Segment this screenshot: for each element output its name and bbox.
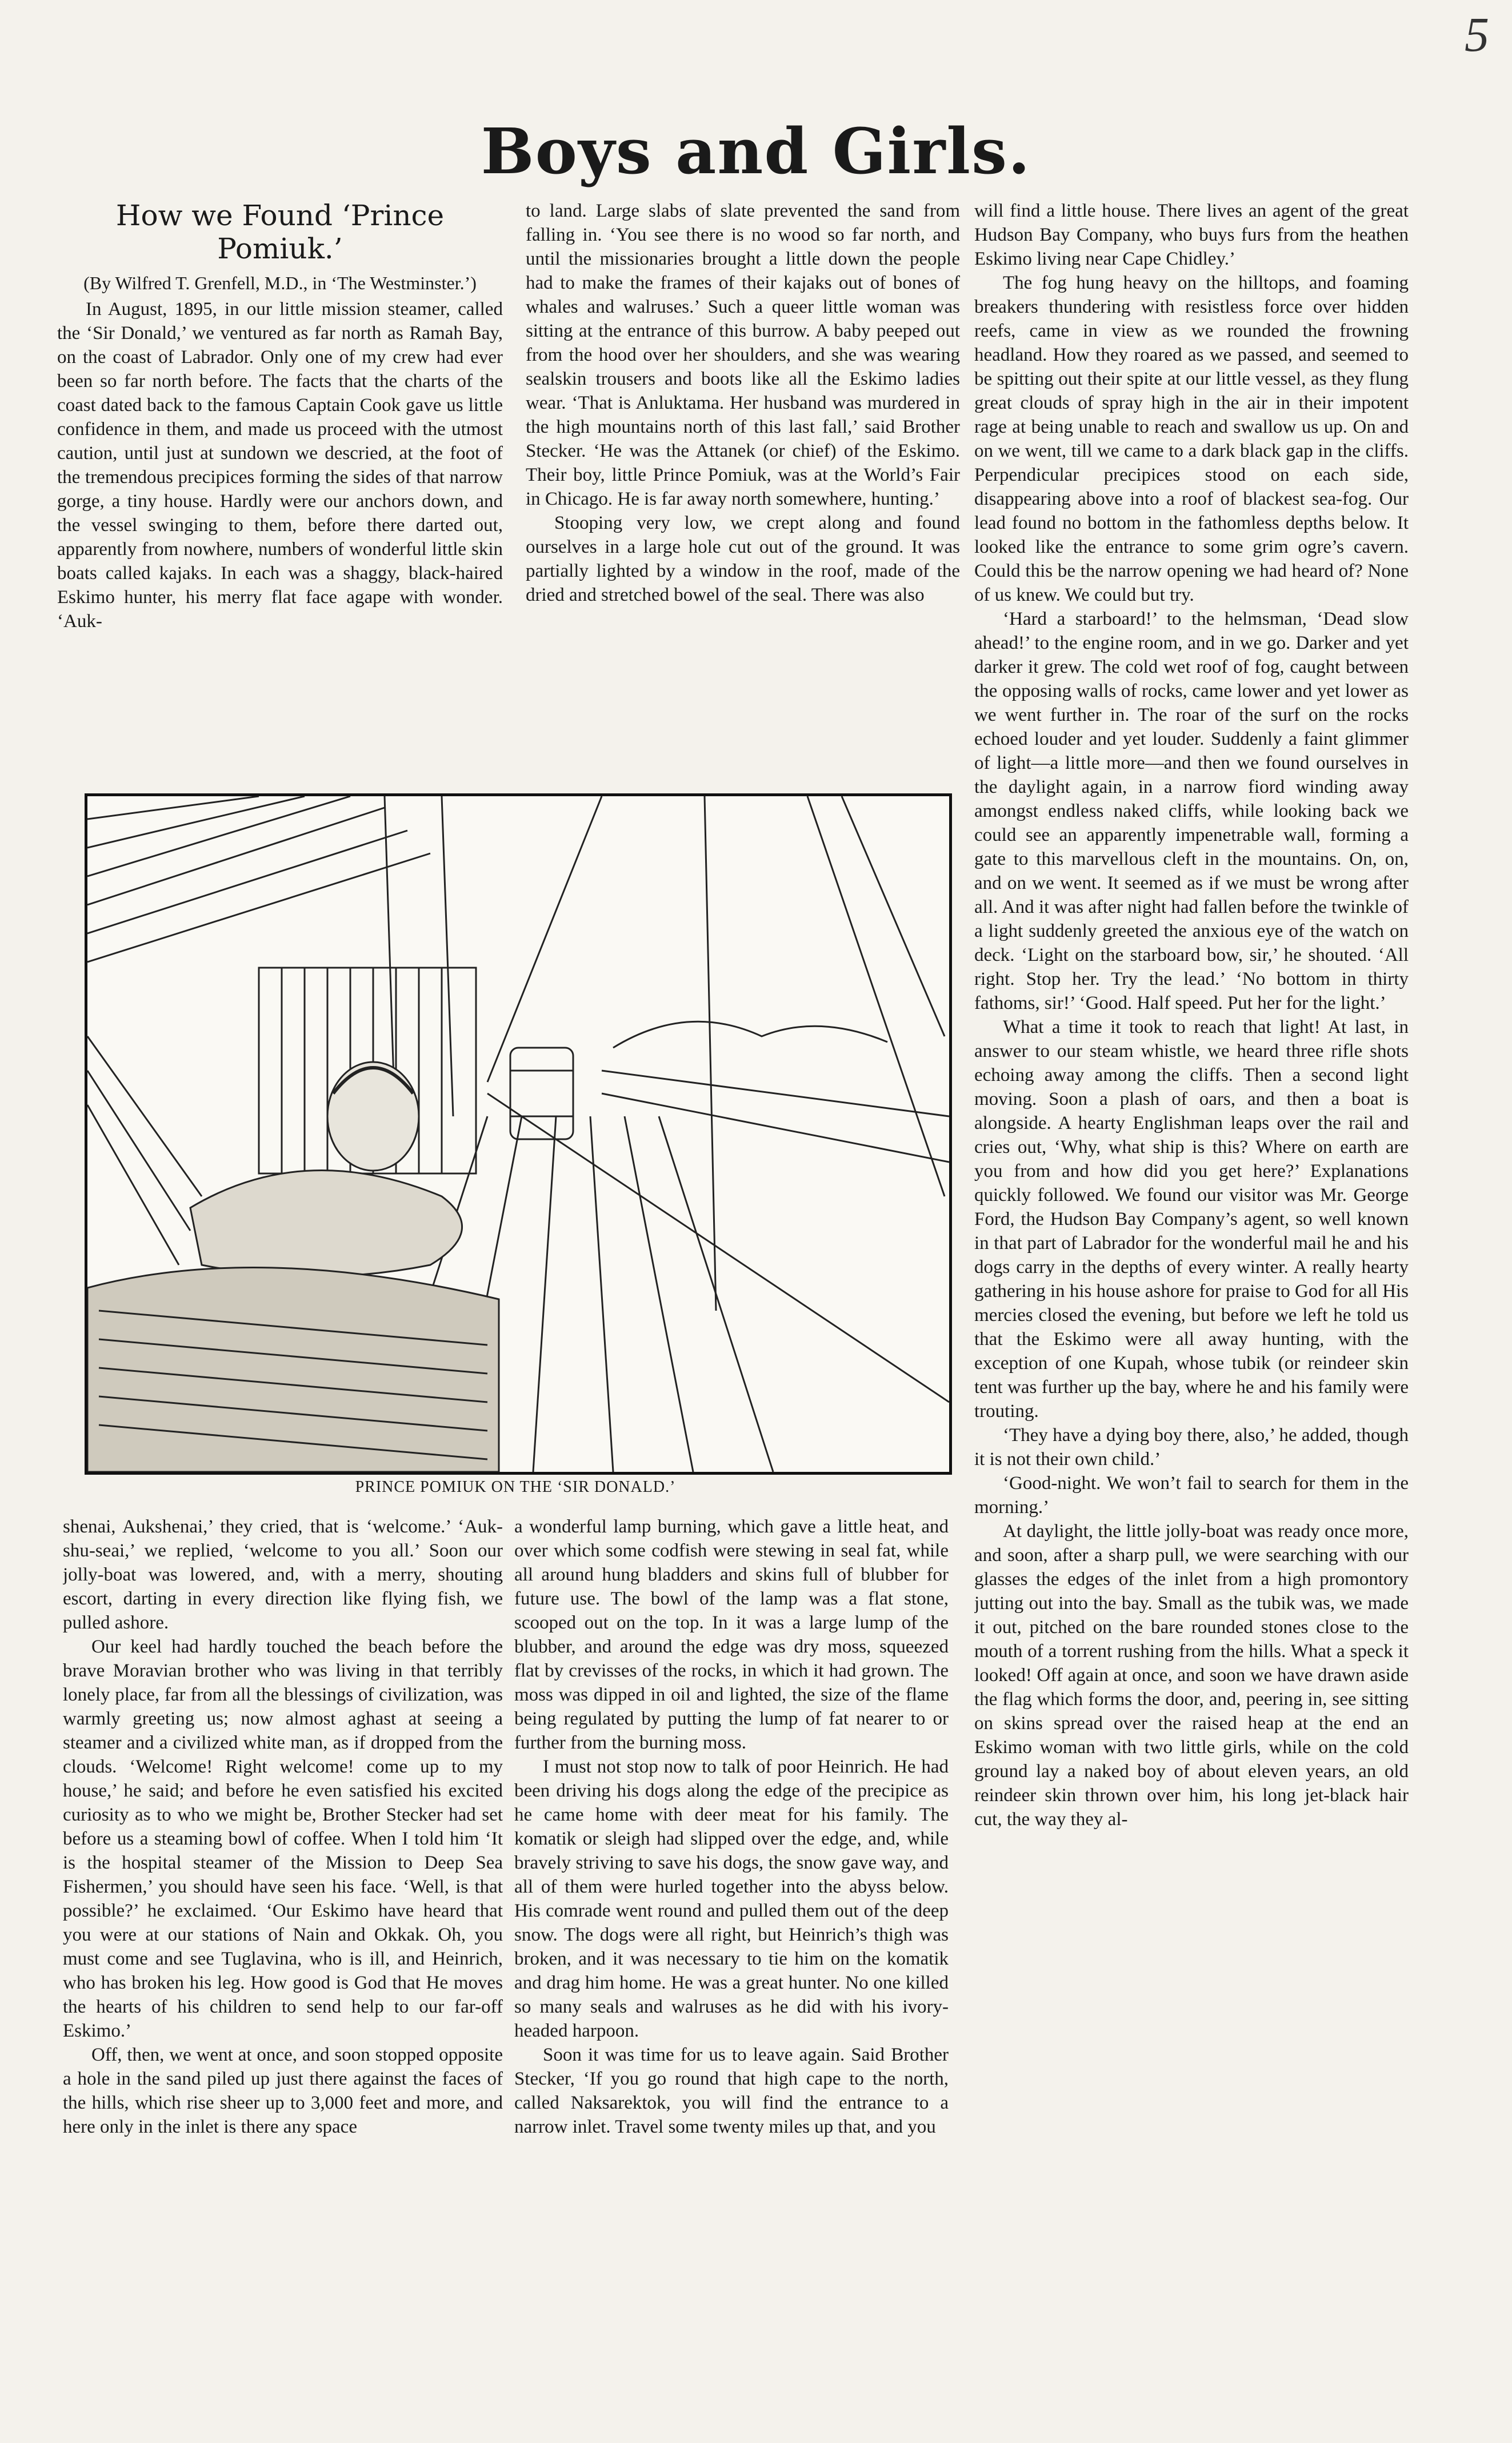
paragraph: Soon it was time for us to leave again. Said Brother Stecker, ‘If you go round that high cape to the north, called Naksarektok, you will find the entrance to a narrow inlet. Travel some twenty miles up that, and you <box>514 2045 949 2137</box>
paragraph: ‘Good-night. We won’t fail to search for them in the morning.’ <box>974 1473 1409 1518</box>
column-1-bottom <box>63 1515 503 2315</box>
column-1-top <box>57 199 503 788</box>
byline: (By Wilfred T. Grenfell, M.D., in ‘The Westminster.’) <box>83 273 477 293</box>
paragraph: ‘They have a dying boy there, also,’ he added, though it is not their own child.’ <box>974 1425 1409 1470</box>
paragraph: to land. Large slabs of slate prevented the sand from falling in. ‘You see there is no wood so far north, and until the missionaries brought a little down the people had to make the frames of their kajaks out of bones of whales and walruses.’ Such a queer little woman was sitting at the entrance of this burrow. A baby peeped out from the hood over her shoulders, and she was wearing sealskin trousers and boots like all the Eskimo ladies wear. ‘That is Anluktama. Her husband was murdered in the high mountains north of this last fall,’ said Brother Stecker. ‘He was the Attanek (or chief) of the Eskimo. Their boy, little Prince Pomiuk, was at the World’s Fair in Chicago. He is far away north somewhere, hunting.’ <box>526 201 960 509</box>
paragraph: I must not stop now to talk of poor Heinrich. He had been driving his dogs along the edge of the precipice as he came home with deer meat for his family. The komatik or sleigh had slipped over the edge, and, while bravely striving to save his dogs, the snow gave way, and all of them were hurled together into the abyss below. His comrade went round and pulled them out of the deep snow. The dogs were all right, but Heinrich’s thigh was broken, and it was necessary to tie him on the komatik and drag him home. He was a great hunter. No one killed so many seals and walruses as he did with his ivory-headed harpoon. <box>514 1757 949 2041</box>
paragraph: In August, 1895, in our little mission steamer, called the ‘Sir Donald,’ we ventured as far north as Ramah Bay, on the coast of Labrador. Only one of my crew had ever been so far north before. The facts that the charts of the coast dated back to the famous Captain Cook gave us little confidence in them, and made us proceed with the utmost caution, until just at sundown we descried, at the foot of the tremendous precipices forming the sides of that narrow gorge, a tiny house. Hardly were our anchors down, and the vessel swinging to them, before there darted out, apparently from nowhere, numbers of wonderful little skin boats called kajaks. In each was a shaggy, black-haired Eskimo hunter, his merry flat face agape with wonder. ‘Auk- <box>57 299 503 632</box>
paragraph: At daylight, the little jolly-boat was ready once more, and soon, after a sharp pull, we were searching with our glasses the edges of the inlet from a high promontory jutting out into the bay. Small as the tubik was, we made it out, pitched on the bare rounded stones close to the mouth of a torrent rushing from the hills. What a speck it looked! Off again at once, and soon we have drawn aside the flag which forms the door, and, peering in, see sitting on skins spread over the raised heap at the end an Eskimo woman with two little girls, while on the cold ground lay a naked boy of about eleven years, an old reindeer skin thrown over him, his long jet-black hair cut, the way they al- <box>974 1521 1409 1830</box>
paragraph: a wonderful lamp burning, which gave a little heat, and over which some codfish were stewing in seal fat, while all around hung bladders and skins full of blubber for future use. The bowl of the lamp was a flat stone, scooped out on the top. In it was a large lump of the blubber, and around the edge was dry moss, squeezed flat by crevisses of the rocks, in which it had grown. The moss was dipped in oil and lighted, the size of the flame being regulated by putting the lump of fat nearer to or further from the burning moss. <box>514 1516 949 1753</box>
illustration-prince-pomiuk <box>85 793 952 1475</box>
figure-caption: PRINCE POMIUK ON THE ‘SIR DONALD.’ <box>355 1478 676 1496</box>
paragraph: will find a little house. There lives an agent of the great Hudson Bay Company, who buys furs from the heathen Eskimo living near Cape Chidley.’ <box>974 201 1409 269</box>
story-title-line-2: Pomiuk.’ <box>217 232 343 265</box>
paragraph: What a time it took to reach that light! At last, in answer to our steam whistle, we heard three rifle shots echoing away among the cliffs. Then a second light moving. Soon a plash of oars, and then a boat is alongside. A hearty Englishman leaps over the rail and cries out, ‘Why, what ship is this? Where on earth are you from and how did you get here?’ Explanations quickly followed. We found our visitor was Mr. George Ford, the Hudson Bay Company’s agent, so well known in that part of Labrador for the wonderful mail he and his dogs carry in the depths of every winter. A really hearty gathering in his house ashore for praise to God for all His mercies closed the evening, but before we left he told us that the Eskimo were all away hunting, with the exception of one Kupah, whose tubik (or reindeer skin tent was further up the bay, where he and his family were trouting. <box>974 1017 1409 1422</box>
paragraph: Our keel had hardly touched the beach before the brave Moravian brother who was living in that terribly lonely place, far from all the blessings of civilization, was warmly greeting us; now almost aghast at seeing a steamer and a civilized white man, as if dropped from the clouds. ‘Welcome! Right welcome! come up to my house,’ he said; and before he even satisfied his excited curiosity as to who we might be, Brother Stecker had set before us a steaming bowl of coffee. When I told him ‘It is the hospital steamer of the Mission to Deep Sea Fishermen,’ you should have seen his face. ‘Well, is that possible?’ he exclaimed. ‘Our Eskimo have heard that you were at our stations of Nain and Okkak. Oh, you must come and see Tuglavina, who is ill, and Heinrich, who has broken his leg. How good is God that He moves the hearts of his children to send help to our far-off Eskimo.’ <box>63 1636 503 2041</box>
paragraph: The fog hung heavy on the hilltops, and foaming breakers thundering with resistless force over hidden reefs, came in view as we rounded the frowning headland. How they roared as we passed, and seemed to be spitting out their spite at our little vessel, as they flung great clouds of spray high in the air in their impotent rage at being unable to reach and swallow us up. On and on we went, till we came to a dark black gap in the cliffs. Perpendicular precipices stood on each side, disappearing above into a roof of blackest sea-fog. Our lead found no bottom in the fathomless depths below. It looked like the entrance to some grim ogre’s cavern. Could this be the narrow opening we had heard of? None of us knew. We could but try. <box>974 273 1409 605</box>
column-2-top <box>526 199 960 788</box>
paragraph: ‘Hard a starboard!’ to the helmsman, ‘Dead slow ahead!’ to the engine room, and in we go. Darker and yet darker it grew. The cold wet roof of fog, caught between the opposing walls of rocks, came lower and yet lower as we went further in. The roar of the surf on the rocks echoed louder and yet louder. Suddenly a faint glimmer of light—a little more—and then we found ourselves in the daylight again, in a narrow fiord winding away amongst endless naked cliffs, while looking back we could see an apparently impenetrable wall, forming a gate to this marvellous cleft in the mountains. On, on, and on we went. It seemed as if we must be wrong after all. And it was after night had fallen before the twinkle of a light suddenly greeted the anxious eye of the watch on deck. ‘Light on the starboard bow, sir,’ he shouted. ‘All right. Stop her. Try the lead.’ ‘No bottom in thirty fathoms, sir!’ ‘Good. Half speed. Put her for the light.’ <box>974 609 1409 1013</box>
page-number: 5 <box>1465 7 1489 62</box>
section-title: Boys and Girls. <box>481 114 1031 188</box>
story-title-line-1: How we Found ‘Prince <box>115 199 445 232</box>
paragraph: Stooping very low, we crept along and found ourselves in a large hole cut out of the ground. It was partially lighted by a window in the roof, made of the dried and stretched bowel of the seal. There was also <box>526 513 960 605</box>
story-title <box>57 199 503 265</box>
paragraph: shenai, Aukshenai,’ they cried, that is ‘welcome.’ ‘Auk-shu-seai,’ we replied, ‘welcome to you all.’ Soon our jolly-boat was lowered, and, with a merry, shouting escort, darting in every direction like flying fish, we pulled ashore. <box>63 1516 503 1633</box>
column-3 <box>974 199 1409 2325</box>
column-2-bottom <box>514 1515 949 2315</box>
ship-deck-illustration <box>87 796 949 1472</box>
paragraph: Off, then, we went at once, and soon stopped opposite a hole in the sand piled up just there against the faces of the hills, which rise sheer up to 3,000 feet and more, and here only in the inlet is there any space <box>63 2045 503 2137</box>
